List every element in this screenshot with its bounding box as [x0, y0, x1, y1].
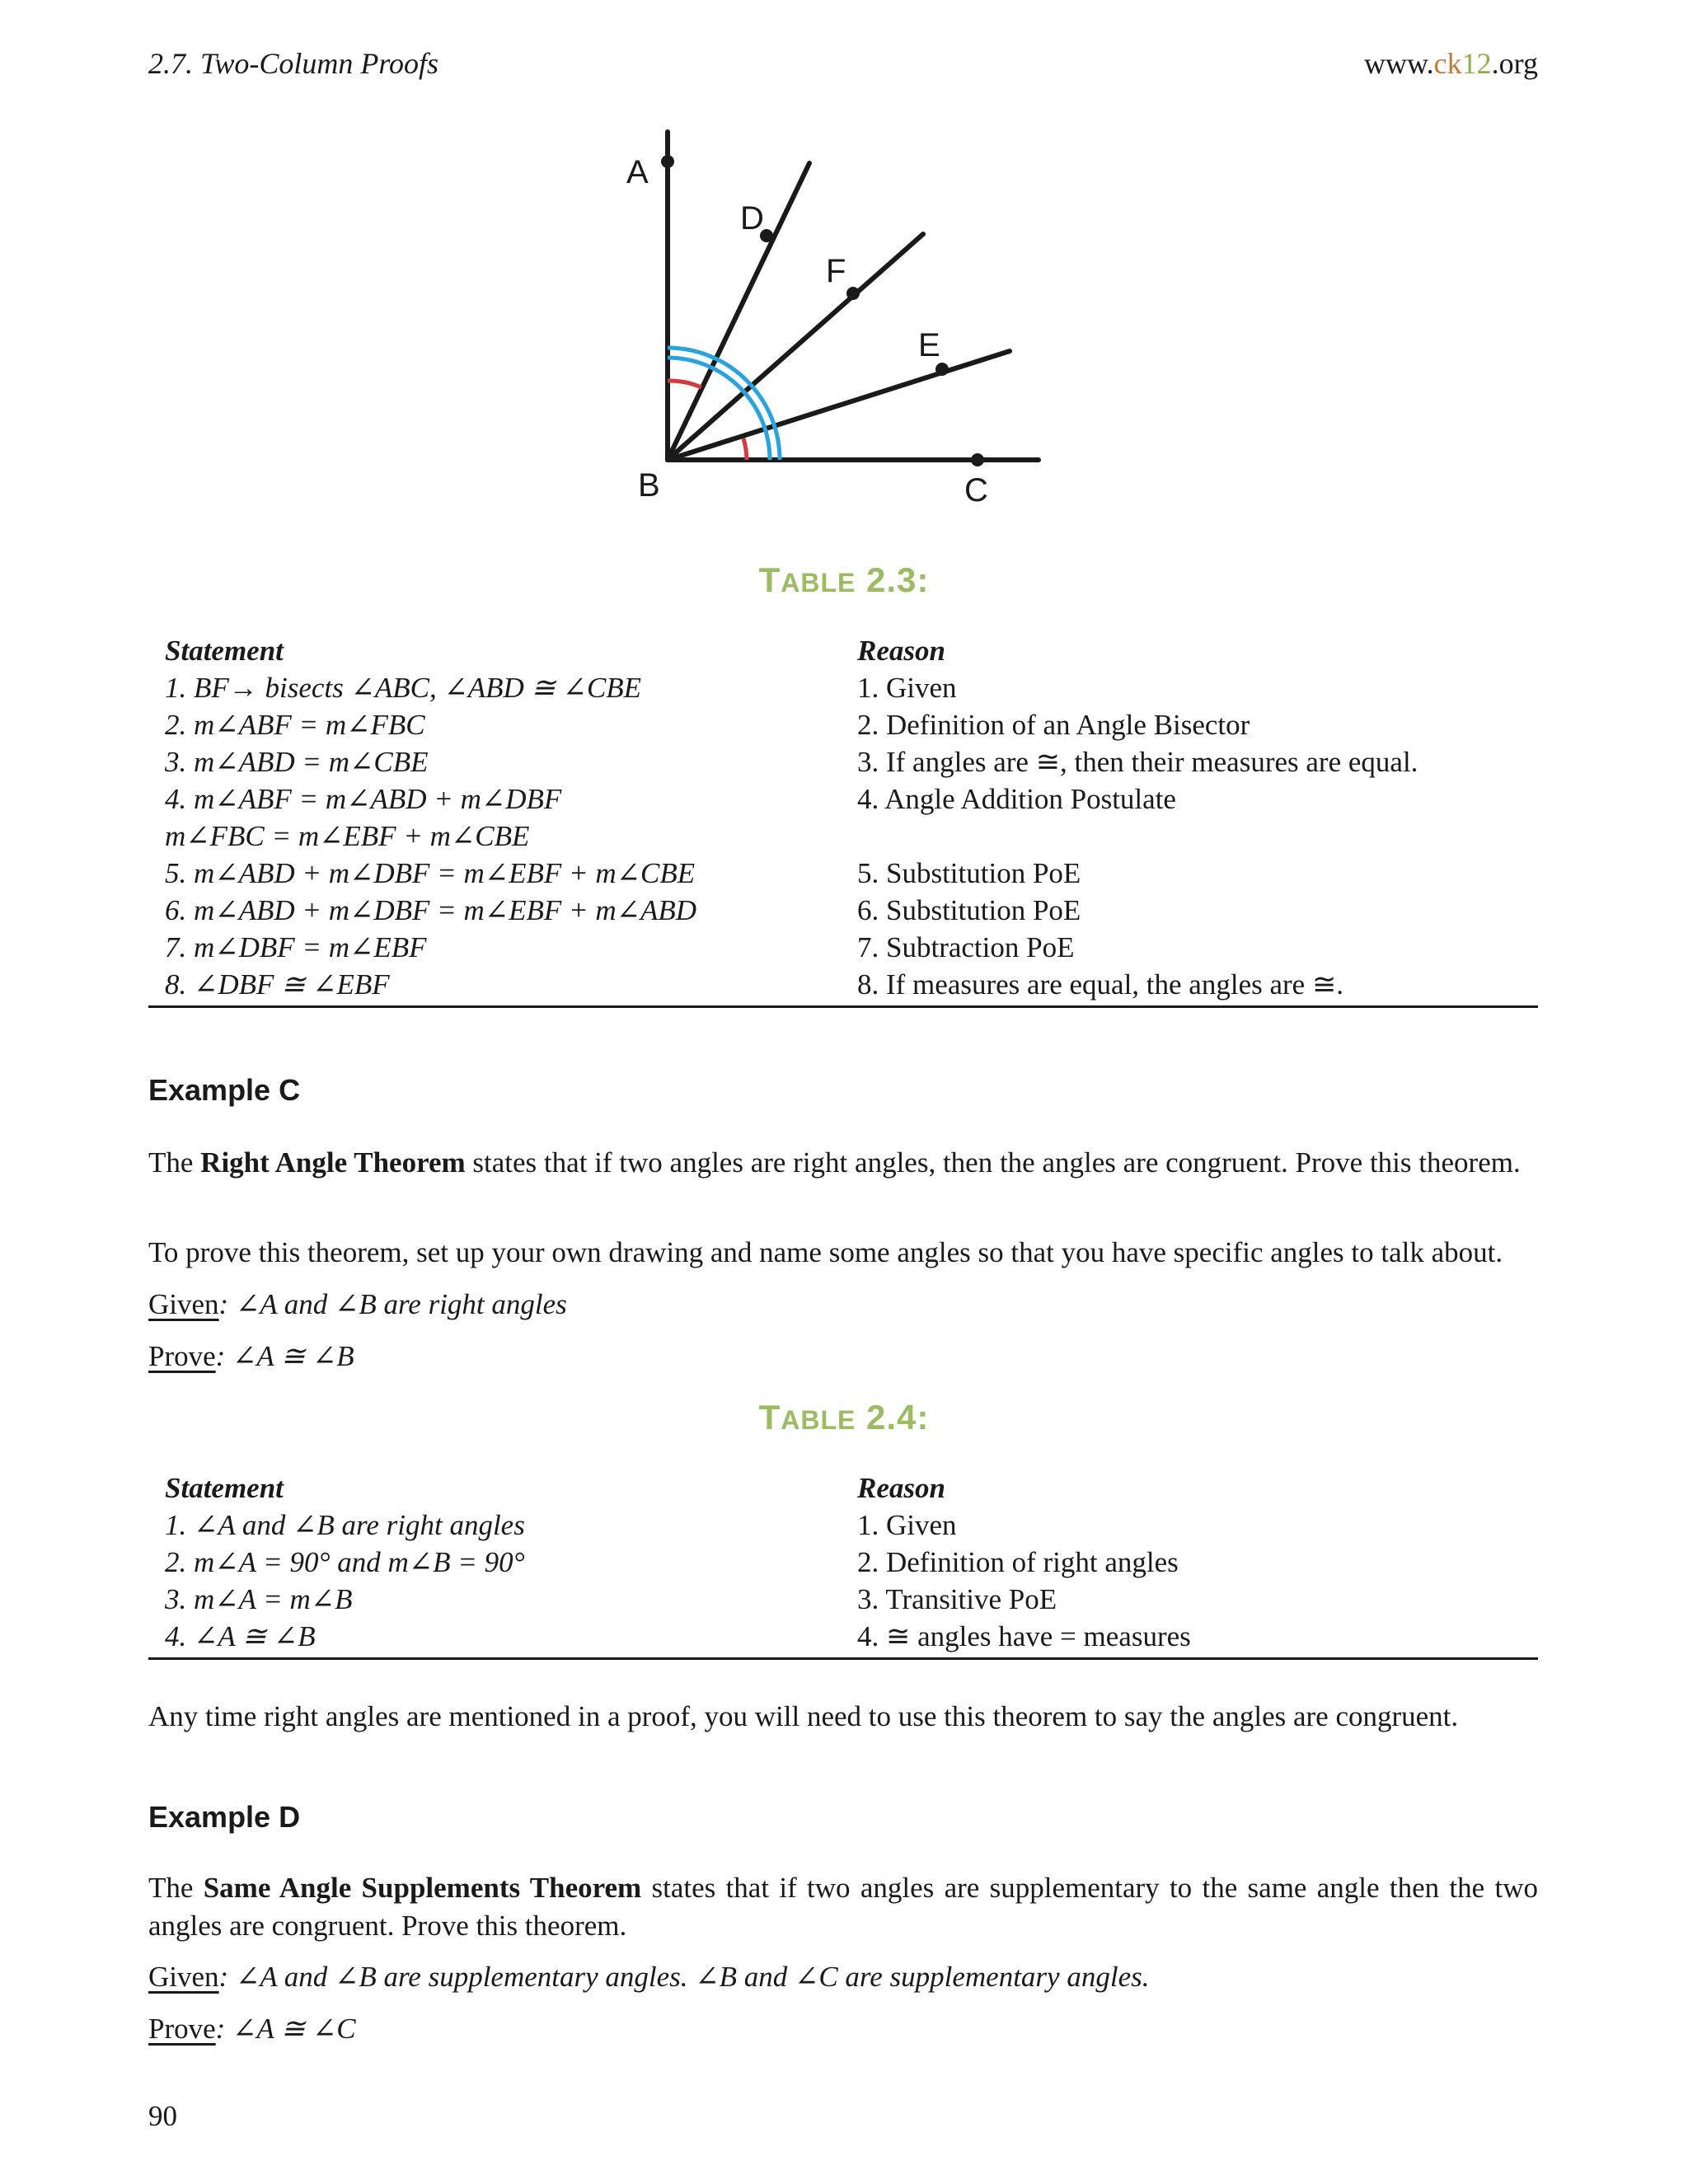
label-e: E — [918, 327, 940, 363]
site-12: 12 — [1461, 47, 1492, 80]
table-row: 4. ∠A ≅ ∠B 4. ≅ angles have = measures — [165, 1620, 1191, 1652]
ray-be — [668, 351, 1010, 460]
arc-abd — [668, 381, 701, 387]
proof-table-2-3 — [148, 635, 1538, 1008]
example-c-prove: Prove: ∠A ≅ ∠B — [148, 1340, 354, 1372]
example-c-statement: The Right Angle Theorem states that if two angles are right angles, then the angles are congruent. Prove this theorem. — [148, 1146, 1521, 1179]
table-header-row — [148, 1472, 1538, 1509]
reason-header: Reason — [857, 1472, 945, 1504]
table-header-row — [148, 635, 1538, 672]
theorem-name: Right Angle Theorem — [200, 1146, 466, 1179]
example-d-statement: The Same Angle Supplements Theorem states that if two angles are supplementary to the same angle then the two angles are congruent. Prove this theorem. — [148, 1872, 1538, 1942]
table-row: 8. ∠DBF ≅ ∠EBF 8. If measures are equal, the angles are ≅. — [165, 968, 1344, 1001]
running-header — [148, 46, 1538, 87]
site-suffix: .org — [1491, 47, 1538, 80]
point-c — [971, 453, 984, 466]
angle-figure — [593, 124, 1088, 519]
table-row: m∠FBC = m∠EBF + m∠CBE — [165, 820, 530, 852]
example-c-instructions: To prove this theorem, set up your own drawing and name some angles so that you have specific angles to talk about. — [148, 1236, 1503, 1268]
table-row: 7. m∠DBF = m∠EBF 7. Subtraction PoE — [165, 931, 1075, 963]
label-b: B — [638, 467, 660, 504]
reason-header: Reason — [857, 635, 945, 667]
table-row: 1. BF→ bisects ∠ABC, ∠ABD ≅ ∠CBE 1. Given — [165, 672, 957, 704]
page-number: 90 — [148, 2100, 177, 2132]
label-a: A — [626, 154, 649, 190]
table-row: 4. m∠ABF = m∠ABD + m∠DBF 4. Angle Addition Postulate — [165, 783, 1176, 815]
example-d-title: Example D — [148, 1800, 301, 1834]
arc-cbe — [743, 438, 747, 460]
ray-bf — [668, 234, 923, 460]
site-prefix: www. — [1364, 47, 1434, 80]
example-d-prove: Prove: ∠A ≅ ∠C — [148, 2013, 356, 2045]
point-f — [846, 287, 860, 300]
point-a — [661, 155, 674, 168]
site-ck: ck — [1433, 47, 1462, 80]
table-2-3-caption: TABLE 2.3: — [758, 560, 930, 599]
label-c: C — [964, 472, 988, 509]
table-2-4-caption: TABLE 2.4: — [758, 1398, 930, 1436]
point-e — [935, 363, 949, 376]
angle-diagram — [593, 124, 1088, 519]
ray-bd — [668, 163, 809, 460]
table-row: 1. ∠A and ∠B are right angles 1. Given — [165, 1509, 957, 1541]
label-f: F — [826, 253, 846, 289]
label-d: D — [740, 200, 764, 237]
statement-header: Statement — [165, 1472, 284, 1504]
example-c-given: Given: ∠A and ∠B are right angles — [148, 1288, 567, 1320]
proof-table-2-4 — [148, 1472, 1538, 1660]
table-row: 5. m∠ABD + m∠DBF = m∠EBF + m∠CBE 5. Substitution PoE — [165, 857, 1081, 889]
table-row: 3. m∠ABD = m∠CBE 3. If angles are ≅, then their measures are equal. — [165, 746, 1418, 778]
section-title: 2.7. Two-Column Proofs — [148, 47, 439, 80]
table-row: 3. m∠A = m∠B 3. Transitive PoE — [165, 1583, 1057, 1615]
table-row: 6. m∠ABD + m∠DBF = m∠EBF + m∠ABD 6. Substitution PoE — [165, 894, 1081, 926]
theorem-name: Same Angle Supplements Theorem — [203, 1872, 642, 1904]
example-c-title: Example C — [148, 1073, 301, 1107]
table-row: 2. m∠ABF = m∠FBC 2. Definition of an Angle Bisector — [165, 709, 1250, 741]
site-url[interactable] — [1364, 46, 1538, 81]
right-angle-note: Any time right angles are mentioned in a proof, you will need to use this theorem to say the angles are congruent. — [148, 1700, 1459, 1732]
table-row: 2. m∠A = 90° and m∠B = 90° 2. Definition of right angles — [165, 1546, 1179, 1578]
statement-header: Statement — [165, 635, 284, 667]
example-d-given: Given: ∠A and ∠B are supplementary angles. ∠B and ∠C are supplementary angles. — [148, 1961, 1150, 1993]
